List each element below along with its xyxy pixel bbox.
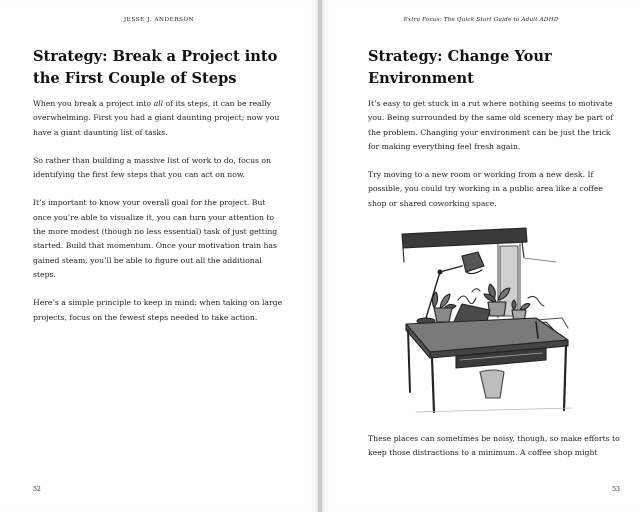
left-page (0, 0, 318, 512)
paragraph-2: So rather than building a massive list of work to do, focus on identifying the first few steps that you can act on now. (33, 155, 271, 180)
chair (480, 370, 504, 398)
running-head-author: JESSE J. ANDERSON (123, 17, 195, 23)
desk-workspace-illustration (396, 222, 576, 418)
emphasis-all: all (153, 99, 164, 108)
page-number-right: 53 (612, 486, 620, 493)
paragraph-3: It’s important to know your overall goal for the project. But once you’re able to visualize it, you can turn your attention to the more modest (though no less essential) task of just getting started. Build that momentum. Once your motivation train has gained steam, you’ll be able to figure out all the additional steps. (33, 198, 278, 279)
window-blind (402, 228, 527, 248)
paragraph-2: Try moving to a new room or working from a new desk. If possible, you could try working in a public area like a coffee shop or shared coworking space. (368, 170, 603, 208)
page-number-left: 52 (33, 486, 41, 493)
section-heading-change-environment: Strategy: Change Your Environment (368, 48, 552, 87)
plant-left-icon (432, 292, 456, 322)
right-body-text (368, 97, 618, 225)
running-head-title: Extra Focus: The Quick Start Guide to Adult ADHD (403, 17, 559, 23)
section-heading-break-project: Strategy: Break a Project into the First Couple of Steps (33, 48, 278, 87)
left-body-text (33, 97, 285, 339)
paragraph-3: These places can sometimes be noisy, though, so make efforts to keep those distractions to a minimum. A coffee shop might (368, 434, 620, 458)
paragraph-1: When you break a project into all of its steps, it can be really overwhelming. First you had a giant daunting project; now you have a giant daunting list of tasks. (33, 99, 280, 137)
paragraph-4: Here’s a simple principle to keep in mind: when taking on large projects, focus on the fewest steps needed to take action. (33, 298, 283, 322)
paragraph-1: It’s easy to get stuck in a rut where nothing seems to motivate you. Being surrounded by the same old scenery may be part of the problem. Changing your environment can be just the trick for making everything feel fresh again. (368, 99, 613, 151)
right-closing-text (368, 432, 620, 461)
